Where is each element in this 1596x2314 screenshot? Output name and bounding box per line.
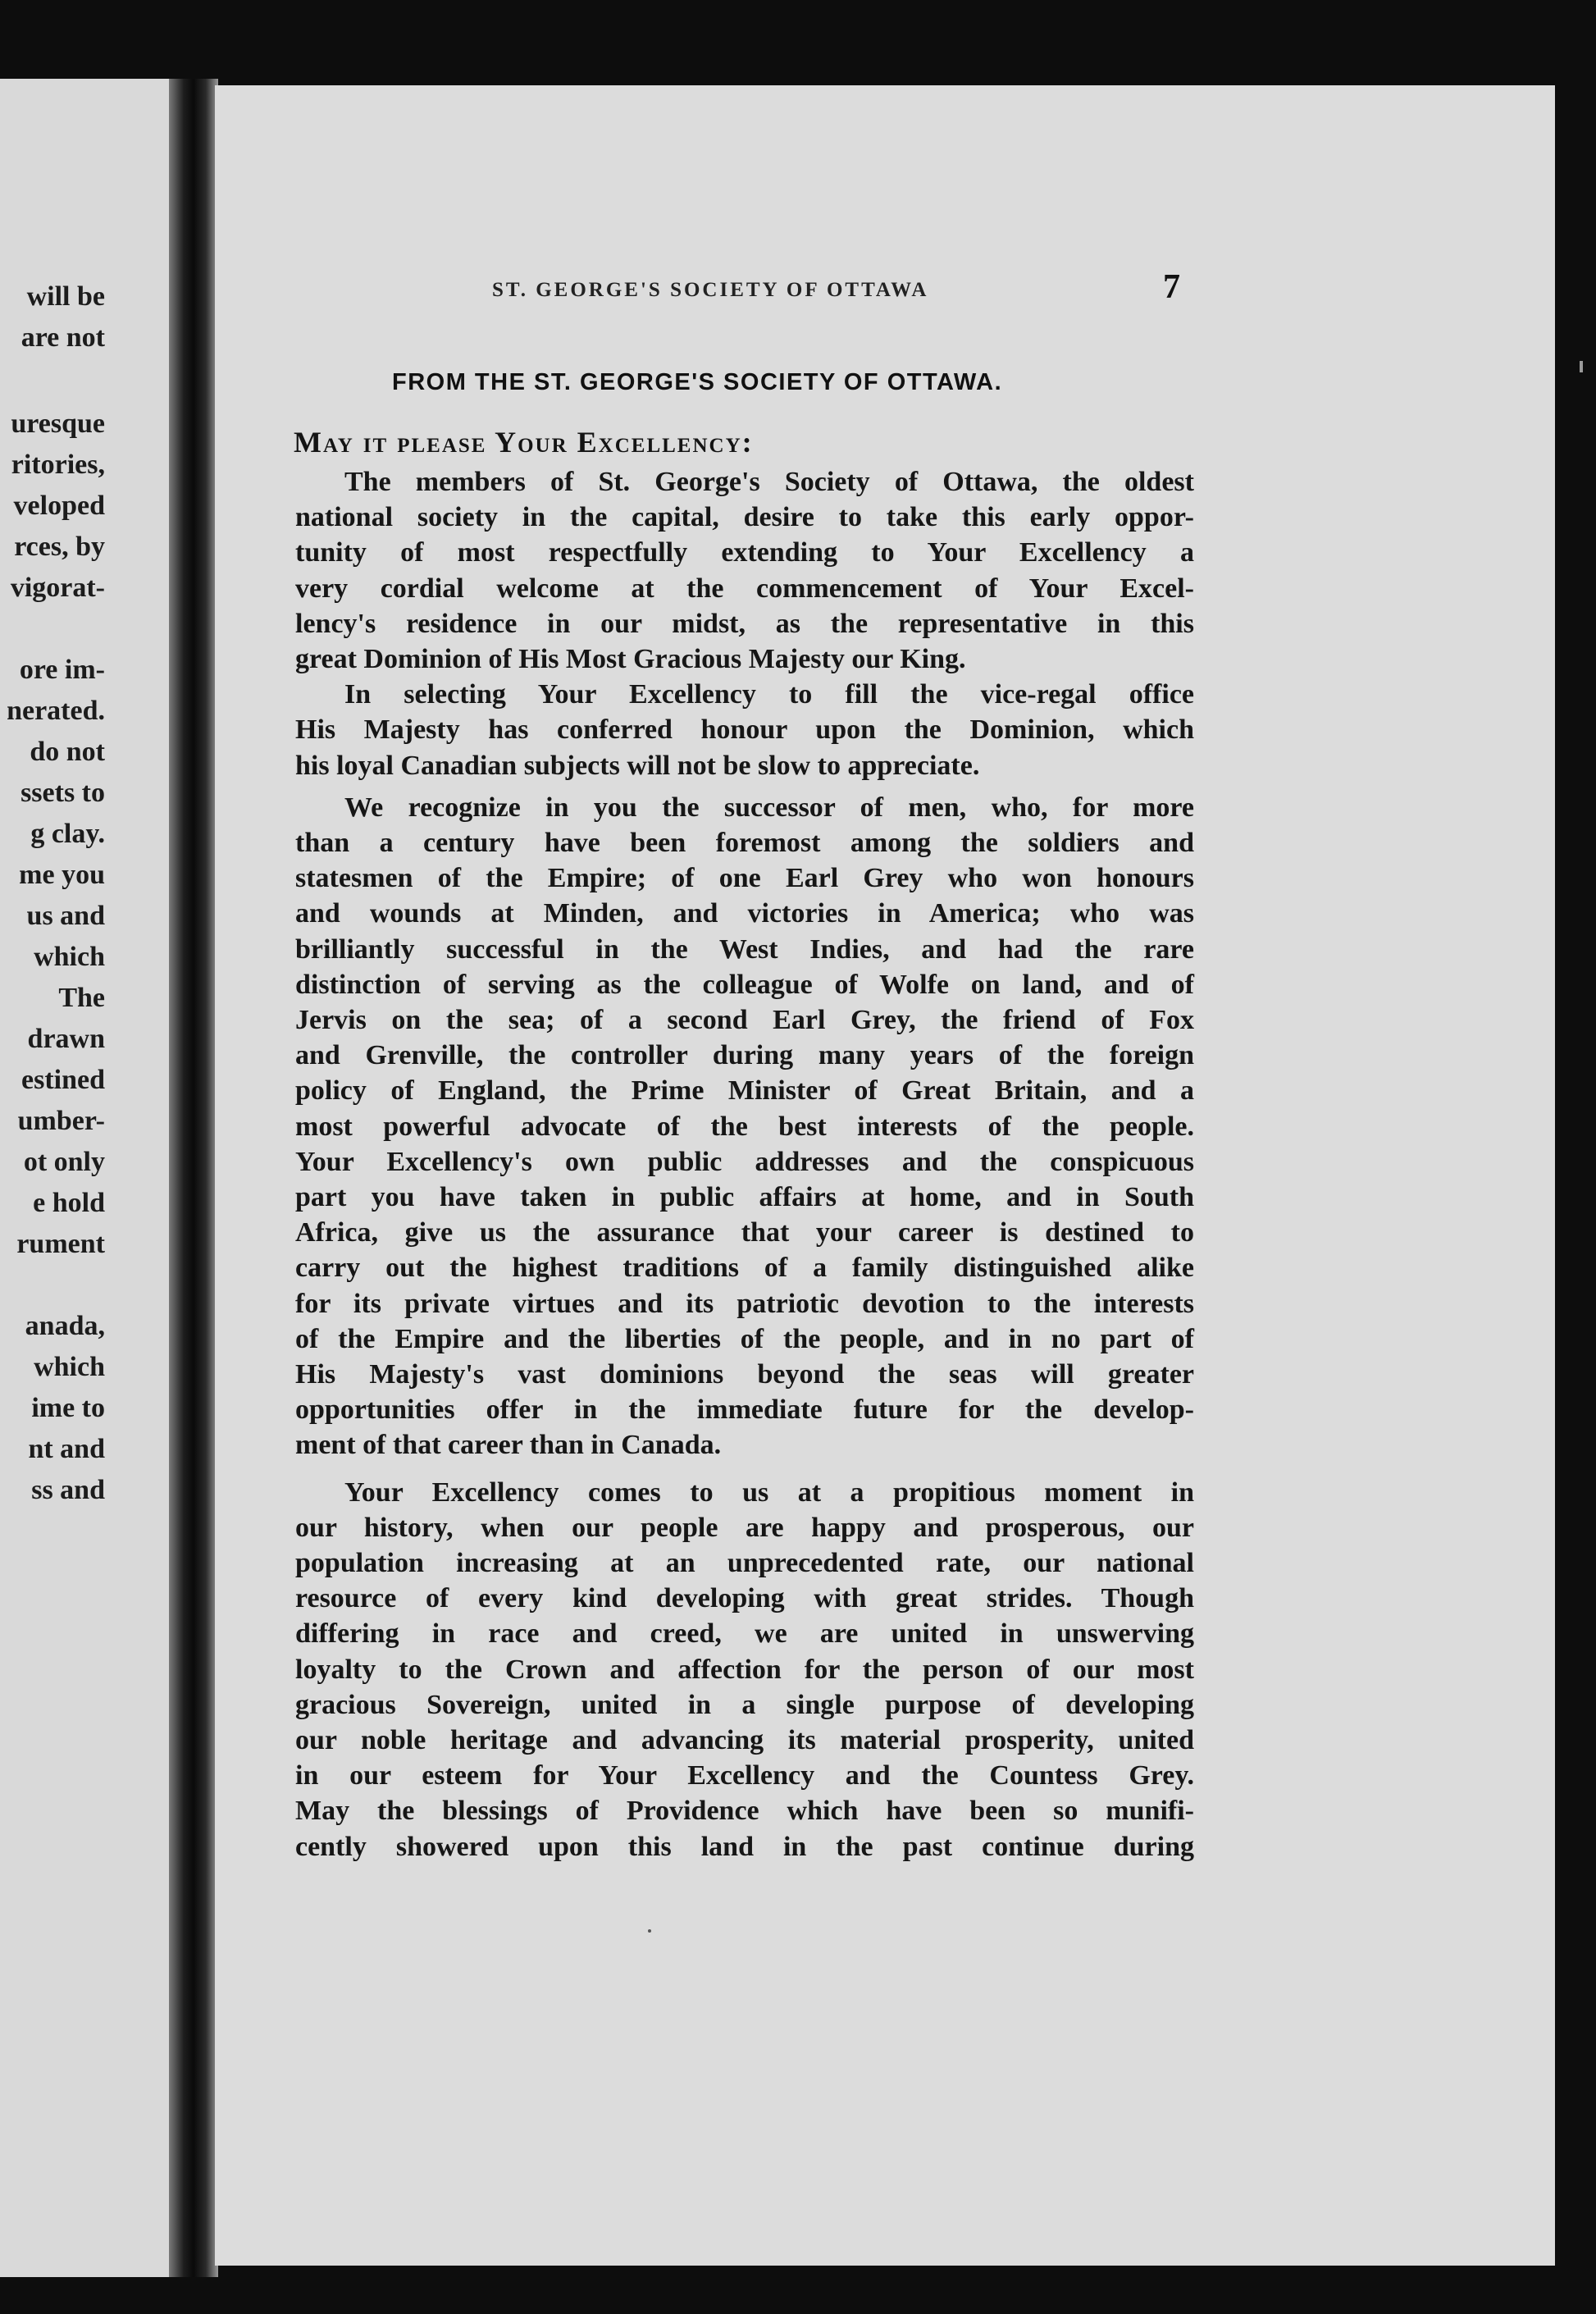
running-head-title: ST. GEORGE'S SOCIETY OF OTTAWA xyxy=(492,279,929,301)
left-page-fragment: estined xyxy=(21,1065,105,1095)
left-page-fragment: nt and xyxy=(28,1434,105,1464)
book-gutter xyxy=(169,79,218,2277)
page-number: 7 xyxy=(1163,268,1180,306)
section-heading: FROM THE ST. GEORGE'S SOCIETY OF OTTAWA. xyxy=(392,369,1003,395)
left-page-fragment: ime to xyxy=(31,1393,105,1423)
text-line: statesmen of the Empire; of one Earl Grey who won honours xyxy=(295,863,1194,894)
text-line: and Grenville, the controller during many years of the foreign xyxy=(295,1040,1194,1071)
left-page-fragment: will be xyxy=(26,281,105,312)
left-page-fragment: ot only xyxy=(23,1147,105,1177)
left-page-fragment: anada, xyxy=(25,1311,105,1341)
text-line: Jervis on the sea; of a second Earl Grey, the friend of Fox xyxy=(295,1005,1194,1035)
left-page-fragment: ss and xyxy=(31,1475,105,1505)
text-line: and wounds at Minden, and victories in America; who was xyxy=(295,898,1194,929)
text-line: than a century have been foremost among the soldiers and xyxy=(295,828,1194,858)
salutation: May it please Your Excellency: xyxy=(294,426,754,459)
left-page-fragment: e hold xyxy=(33,1188,105,1218)
text-line: His Majesty has conferred honour upon the Dominion, which xyxy=(295,714,1194,746)
text-line: in our esteem for Your Excellency and the Countess Grey. xyxy=(295,1760,1194,1791)
text-line: loyalty to the Crown and affection for the person of our most xyxy=(295,1654,1194,1685)
text-line: our history, when our people are happy and prosperous, our xyxy=(295,1512,1194,1543)
left-page-fragment: nerated. xyxy=(7,696,105,726)
text-line: gracious Sovereign, united in a single purpose of developing xyxy=(295,1689,1194,1720)
text-line: ment of that career than in Canada. xyxy=(295,1430,722,1461)
text-line: great Dominion of His Most Gracious Majesty our King. xyxy=(295,644,966,674)
text-line: carry out the highest traditions of a family distinguished alike xyxy=(295,1253,1194,1284)
left-page-fragment: g clay. xyxy=(30,819,105,849)
left-page-fragment: The xyxy=(58,983,105,1013)
text-line: We recognize in you the successor of men, who, for more xyxy=(344,792,1194,823)
text-line: Your Excellency's own public addresses and the conspicuous xyxy=(295,1146,1194,1177)
text-line: tunity of most respectfully extending to Your Excellency a xyxy=(295,537,1194,568)
text-line: of the Empire and the liberties of the people, and in no part of xyxy=(295,1323,1194,1354)
left-page-fragment: ritories, xyxy=(11,450,105,480)
left-page-fragment: which xyxy=(34,1352,105,1382)
text-line: Your Excellency comes to us at a propitious moment in xyxy=(344,1476,1194,1508)
text-line: His Majesty's vast dominions beyond the seas will greater xyxy=(295,1359,1194,1390)
text-line: differing in race and creed, we are united in unswerving xyxy=(295,1618,1194,1650)
text-line: May the blessings of Providence which have been so munifi- xyxy=(295,1796,1194,1827)
text-line: population increasing at an unprecedented rate, our national xyxy=(295,1548,1194,1578)
text-line: part you have taken in public affairs at home, and in South xyxy=(295,1182,1194,1212)
left-page-fragment: do not xyxy=(30,737,105,767)
text-line: resource of every kind developing with great strides. Though xyxy=(295,1583,1194,1614)
text-line: lency's residence in our midst, as the representative in this xyxy=(295,608,1194,639)
text-line: cently showered upon this land in the past continue during xyxy=(295,1831,1194,1862)
text-line: distinction of serving as the colleague of Wolfe on land, and of xyxy=(295,969,1194,1000)
text-line: national society in the capital, desire to take this early oppor- xyxy=(295,502,1194,533)
text-line: most powerful advocate of the best interests of the people. xyxy=(295,1111,1194,1142)
left-page-fragment: veloped xyxy=(13,491,105,521)
left-page-fragment: rces, by xyxy=(14,532,105,562)
left-page-fragment: us and xyxy=(26,901,105,931)
left-page-fragment: drawn xyxy=(27,1024,105,1054)
text-line: for its private virtues and its patriotic devotion to the interests xyxy=(295,1288,1194,1319)
left-page-fragment: umber- xyxy=(17,1106,105,1136)
left-page-fragment: are not xyxy=(21,322,105,353)
text-line: brilliantly successful in the West Indies, and had the rare xyxy=(295,933,1194,965)
text-line: his loyal Canadian subjects will not be slow to appreciate. xyxy=(295,750,980,781)
text-line: our noble heritage and advancing its material prosperity, united xyxy=(295,1725,1194,1755)
left-page-fragment: which xyxy=(34,942,105,972)
left-page-fragment: me you xyxy=(19,860,105,890)
text-line: The members of St. George's Society of Ottawa, the oldest xyxy=(344,467,1194,497)
page-edge-mark xyxy=(1580,361,1583,372)
text-line: policy of England, the Prime Minister of Great Britain, and a xyxy=(295,1075,1194,1107)
text-line: Africa, give us the assurance that your career is destined to xyxy=(295,1217,1194,1248)
left-page-fragment: uresque xyxy=(11,408,105,439)
specks xyxy=(648,1929,651,1933)
left-page-fragment: ssets to xyxy=(21,778,105,808)
left-page xyxy=(0,79,190,2277)
left-page-fragment: rument xyxy=(16,1229,105,1259)
left-page-fragment: vigorat- xyxy=(10,573,105,603)
text-line: opportunities offer in the immediate future for the develop- xyxy=(295,1394,1194,1426)
left-page-fragment: ore im- xyxy=(19,655,105,685)
running-head xyxy=(215,268,1555,320)
text-line: In selecting Your Excellency to fill the vice-regal office xyxy=(344,679,1194,710)
text-line: very cordial welcome at the commencement of Your Excel- xyxy=(295,573,1194,604)
